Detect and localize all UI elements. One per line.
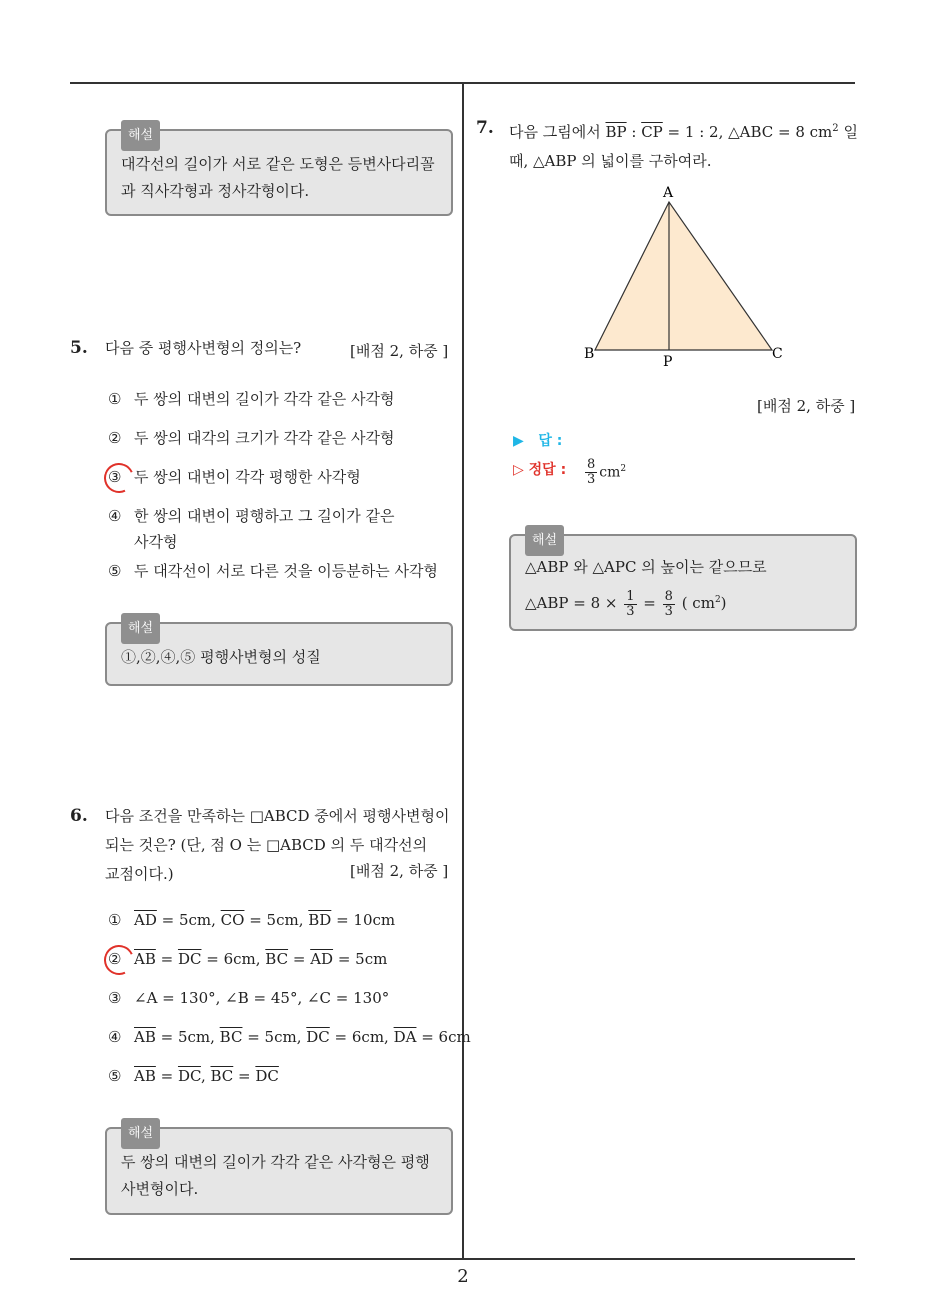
fraction-num: 8 xyxy=(664,588,673,604)
page-number: 2 xyxy=(457,1266,469,1287)
answer-label: 답 : xyxy=(538,433,563,449)
q5-choice-5[interactable] xyxy=(108,558,438,584)
choice-text: = 6cm xyxy=(416,1028,471,1046)
fraction xyxy=(624,590,636,619)
choice-text: = 6cm, xyxy=(201,950,266,968)
segment: $\overline{BC}$ xyxy=(219,1028,243,1046)
q6-meta: [배점 2, 하중 ] xyxy=(350,862,449,880)
segment: $\overline{AB}$ xyxy=(134,950,156,968)
choice-text: 한 쌍의 대변이 평행하고 그 길이가 같은 xyxy=(134,507,395,525)
label-a: A xyxy=(663,185,674,201)
label-p: P xyxy=(663,354,673,370)
segment: $\overline{DC}$ xyxy=(177,950,202,968)
bottom-rule xyxy=(70,1258,855,1260)
segment: $\overline{AB}$ xyxy=(134,1028,156,1046)
segment: $\overline{BC}$ xyxy=(210,1067,234,1085)
segment: $\overline{DC}$ xyxy=(306,1028,330,1046)
q7-text xyxy=(509,114,859,176)
q7-text-part: 일 xyxy=(838,123,858,141)
q6-choice-1[interactable] xyxy=(108,907,395,933)
choice-text: = 5cm, xyxy=(156,911,221,929)
q6-choice-4[interactable] xyxy=(108,1024,471,1050)
q4-explanation-box xyxy=(105,129,453,216)
q6-text-line2: 되는 것은? (단, 점 O 는 □ABCD 의 두 대각선의 xyxy=(105,836,428,854)
triangle-abc xyxy=(595,202,772,350)
explanation-tag: 해설 xyxy=(121,1118,160,1149)
choice-mark: ② xyxy=(108,950,122,968)
choice-text: = 5cm, xyxy=(155,1028,220,1046)
choice-mark: ③ xyxy=(108,468,122,486)
q6-choice-5[interactable] xyxy=(108,1063,279,1089)
correct-answer-value xyxy=(583,458,626,487)
segment: $\overline{AD}$ xyxy=(310,950,334,968)
choice-text: = 5cm, xyxy=(244,911,309,929)
q6-text-line3: 교점이다.) xyxy=(105,865,174,883)
label-b: B xyxy=(584,346,595,362)
choice-mark: ④ xyxy=(108,1028,122,1046)
choice-text: = 6cm, xyxy=(329,1028,394,1046)
q6-explanation-line1: 두 쌍의 대변의 길이가 각각 같은 사각형은 평행 xyxy=(121,1153,430,1171)
label-c: C xyxy=(772,346,783,362)
q5-choice-2[interactable] xyxy=(108,425,394,451)
q6-choice-2[interactable] xyxy=(108,946,387,972)
q5-number: 5. xyxy=(70,338,88,358)
q7-text-line2: 때, △ABP 의 넓이를 구하여라. xyxy=(509,152,712,170)
expl-text: = xyxy=(638,594,661,612)
q7-explanation-line2 xyxy=(525,581,841,622)
segment: $\overline{BC}$ xyxy=(265,950,289,968)
q6-explanation-box xyxy=(105,1127,453,1215)
q5-explanation-box xyxy=(105,622,453,686)
fraction-den: 3 xyxy=(664,603,673,619)
q7-text-part: 다음 그림에서 xyxy=(509,123,606,141)
choice-text: = xyxy=(233,1067,256,1085)
q7-explanation-box xyxy=(509,534,857,631)
q6-choice-3[interactable] xyxy=(108,985,389,1011)
choice-text: = 10cm xyxy=(331,911,396,929)
choice-mark: ⑤ xyxy=(108,562,122,580)
fraction xyxy=(663,590,675,619)
choice-text: 두 쌍의 대변이 각각 평행한 사각형 xyxy=(134,468,361,486)
expl-text: ( cm xyxy=(676,594,715,612)
choice-text: = 5cm xyxy=(333,950,388,968)
correct-label: 정답 : xyxy=(528,462,567,478)
superscript: 2 xyxy=(832,123,839,134)
expl-text: △ABP = 8 × xyxy=(525,594,623,612)
answer-row[interactable] xyxy=(513,430,562,450)
q5-choice-1[interactable] xyxy=(108,386,394,412)
fraction xyxy=(585,458,597,487)
q7-text-line1 xyxy=(509,114,859,147)
q6-text-line1: 다음 조건을 만족하는 □ABCD 중에서 평행사변형이 xyxy=(105,807,450,825)
explanation-tag: 해설 xyxy=(121,613,160,644)
segment: $\overline{AB}$ xyxy=(134,1067,156,1085)
explanation-tag: 해설 xyxy=(121,120,160,151)
superscript: 2 xyxy=(714,595,721,605)
segment: $\overline{BD}$ xyxy=(308,911,332,929)
choice-text: 두 쌍의 대변의 길이가 각각 같은 사각형 xyxy=(134,390,395,408)
choice-text: = xyxy=(288,950,311,968)
correct-answer-row xyxy=(513,459,566,479)
choice-text-cont: 사각형 xyxy=(134,533,178,551)
q7-text-part: = 1 : 2, △ABC = 8 cm xyxy=(662,123,833,141)
column-divider xyxy=(462,83,464,1259)
choice-text: ∠A = 130°, ∠B = 45°, ∠C = 130° xyxy=(134,989,390,1007)
choice-mark: ⑤ xyxy=(108,1067,122,1085)
choice-text: 두 대각선이 서로 다른 것을 이등분하는 사각형 xyxy=(134,562,438,580)
unit: cm xyxy=(599,464,621,481)
expl-text: ) xyxy=(720,594,727,612)
choice-mark: ④ xyxy=(108,507,122,525)
q6-explanation-line2: 사변형이다. xyxy=(121,1180,199,1198)
q4-explanation-line1: 대각선의 길이가 서로 같은 도형은 등변사다리꼴 xyxy=(121,155,435,173)
q7-meta: [배점 2, 하중 ] xyxy=(757,397,856,415)
choice-mark: ① xyxy=(108,390,122,408)
q4-explanation-line2: 과 직사각형과 정사각형이다. xyxy=(121,182,310,200)
outline-arrow-icon: ▷ xyxy=(513,462,524,478)
q5-text: 다음 중 평행사변형의 정의는? xyxy=(105,339,302,357)
q7-explanation-line1: △ABP 와 △APC 의 높이는 같으므로 xyxy=(525,558,767,576)
q7-number: 7. xyxy=(476,118,494,138)
q6-number: 6. xyxy=(70,806,88,826)
fraction-num: 8 xyxy=(587,457,596,472)
q5-meta: [배점 2, 하중 ] xyxy=(350,342,449,360)
choice-text: = xyxy=(155,950,178,968)
explanation-tag: 해설 xyxy=(525,525,564,556)
segment: $\overline{DA}$ xyxy=(393,1028,417,1046)
superscript: 2 xyxy=(620,463,627,474)
q5-explanation-text: ①,②,④,⑤ 평행사변형의 성질 xyxy=(121,648,321,666)
q5-choice-3[interactable] xyxy=(108,464,361,490)
choice-text: = xyxy=(155,1067,178,1085)
choice-mark: ② xyxy=(108,429,122,447)
q7-text-part: : xyxy=(626,123,642,141)
segment: $\overline{DC}$ xyxy=(255,1067,279,1085)
q5-choice-4[interactable] xyxy=(108,503,394,555)
triangle-figure xyxy=(575,180,805,375)
segment: $\overline{AD}$ xyxy=(134,911,157,929)
fraction-num: 1 xyxy=(626,588,635,604)
play-arrow-icon: ▶ xyxy=(513,433,524,449)
segment: $\overline{CO}$ xyxy=(220,911,245,929)
choice-mark: ① xyxy=(108,911,122,929)
fraction-den: 3 xyxy=(626,603,635,619)
choice-text: 두 쌍의 대각의 크기가 각각 같은 사각형 xyxy=(134,429,395,447)
segment: $\overline{BP}$ xyxy=(605,123,627,141)
choice-text: , xyxy=(200,1067,211,1085)
segment: $\overline{CP}$ xyxy=(641,123,663,141)
fraction-den: 3 xyxy=(587,472,596,487)
choice-text: = 5cm, xyxy=(242,1028,307,1046)
choice-mark: ③ xyxy=(108,989,122,1007)
segment: $\overline{DC}$ xyxy=(177,1067,201,1085)
